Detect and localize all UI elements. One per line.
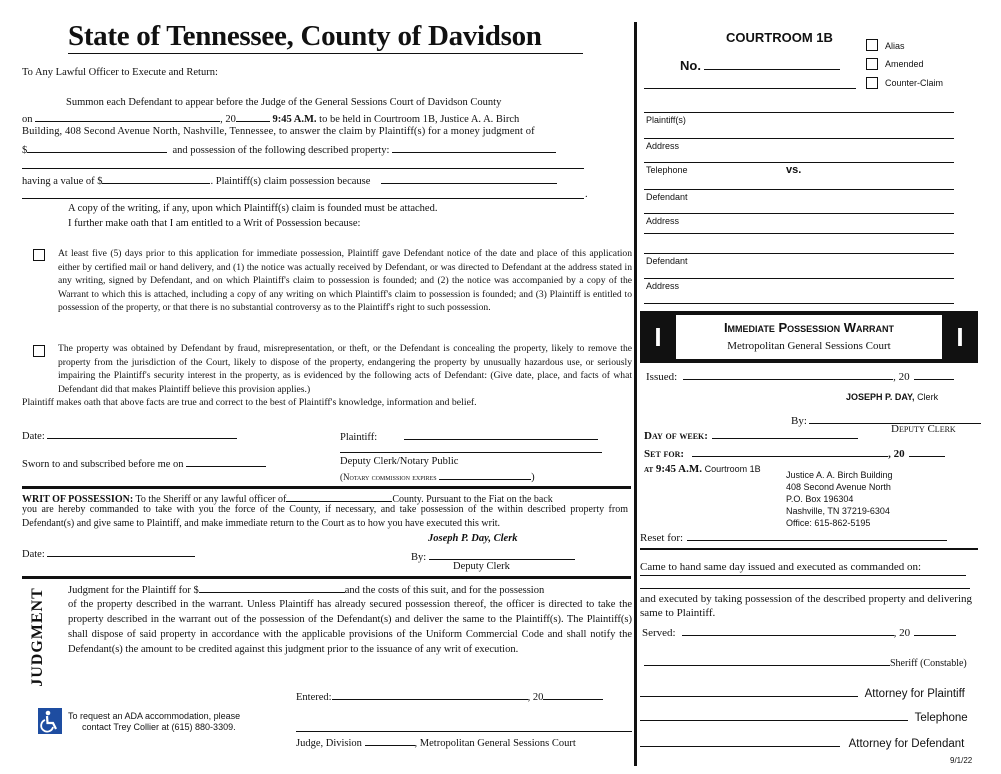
issued-by-label: By:: [791, 415, 807, 427]
writ-clerk-name: Joseph P. Day, Clerk: [428, 533, 518, 544]
writ-line-1b: County. Pursuant to the Fiat on the back: [392, 494, 553, 505]
address-1-label: Address: [646, 141, 680, 151]
issued-year-field[interactable]: [914, 369, 954, 380]
money-judgment-field[interactable]: [27, 142, 167, 153]
oath-text: I further make oath that I am entitled to a Writ of Possession because:: [68, 218, 361, 229]
courtroom-label: COURTROOM 1B: [726, 30, 833, 45]
served-label: Served:: [642, 627, 676, 639]
address-3-label: Address: [646, 281, 680, 291]
address-line-2: 408 Second Avenue North: [786, 482, 891, 492]
deputy-clerk-label: Deputy Clerk: [891, 423, 956, 435]
facts-oath-text: Plaintiff makes oath that above facts are true and correct to the best of Plaintiff's knowledge, information and belief.: [22, 397, 477, 408]
copy-text: A copy of the writing, if any, upon which Plaintiff(s) claim is founded must be attached.: [68, 203, 438, 214]
vs-label: vs.: [786, 164, 802, 176]
writ-county-field[interactable]: [286, 491, 392, 502]
summon-on: on: [22, 114, 33, 125]
deputy-notary-label: Deputy Clerk/Notary Public: [340, 456, 459, 467]
writ-date-label: Date:: [22, 549, 45, 560]
warrant-subtitle: Metropolitan General Sessions Court: [727, 340, 891, 352]
clerk-title: Clerk: [917, 392, 939, 402]
alias-label: Alias: [885, 41, 905, 51]
court-label: , Metropolitan General Sessions Court: [414, 738, 576, 749]
came-to-hand-text: Came to hand same day issued and executed as commanded on:: [640, 561, 922, 573]
entered-label: Entered:: [296, 692, 332, 703]
sworn-label: Sworn to and subscribed before me on: [22, 459, 184, 470]
hearing-room: Courtroom 1B: [704, 464, 761, 474]
property-field-1[interactable]: [392, 142, 556, 153]
plaintiff-signature-field[interactable]: [404, 429, 598, 440]
summon-time: 9:45 A.M.: [272, 114, 317, 125]
summon-line-2-rest: to be held in Courtroom 1B, Justice A. A. Birch: [319, 114, 520, 125]
page-title: State of Tennessee, County of Davidson: [68, 20, 542, 52]
claim-field-1[interactable]: [381, 173, 557, 184]
telephone-label: Telephone: [646, 165, 688, 175]
summon-date-field[interactable]: [35, 111, 220, 122]
set-for-year: , 20: [888, 448, 905, 460]
judgment-amount-field[interactable]: [199, 582, 345, 593]
served-date-field[interactable]: [682, 625, 894, 636]
option-1-checkbox[interactable]: [33, 249, 45, 261]
notary-expires-field[interactable]: [439, 469, 531, 480]
attorney-defendant-field[interactable]: [640, 736, 840, 747]
address-line-1: Justice A. A. Birch Building: [786, 470, 893, 480]
division-field[interactable]: [365, 735, 415, 746]
hearing-time: 9:45 A.M.: [655, 463, 702, 475]
sheriff-label: Sheriff (Constable): [890, 658, 967, 669]
day-of-week-field[interactable]: [712, 428, 858, 439]
date-field[interactable]: [47, 428, 237, 439]
option-2-checkbox[interactable]: [33, 345, 45, 357]
telephone-field[interactable]: [640, 710, 908, 721]
clerk-name: JOSEPH P. DAY,: [846, 392, 915, 402]
writ-date-field[interactable]: [47, 546, 195, 557]
issued-year: , 20: [893, 371, 910, 383]
writ-by-field[interactable]: [429, 549, 575, 560]
judgment-body: of the property described in the warrant. Unless Plaintiff has already secured possession thereof, the officer is directed to take the property described in the warrant out of the possession of the Defendant(s) and deliver the same to the Plaintiff(s). The Plaintiff(s) shall dispose of said property in accordance with the applicable provisions of the Uniform Commercial Code and shall notify the Defendant(s) the amount to be credited against this judgment prior to the issuance of any writ of execution.: [68, 599, 632, 655]
wheelchair-accessibility-icon: [38, 708, 62, 734]
writ-body: you are hereby commanded to take with you the force of the County, if necessary, and take possession of the within described property from Defendant(s) and give same to Plaintiff, and make immediate return to the Court as to how you have executed this writ.: [22, 504, 628, 529]
address-line-4: Nashville, TN 37219-6304: [786, 506, 890, 516]
judgment-vertical-label: JUDGMENT: [29, 587, 46, 687]
judgment-line-1b: and the costs of this suit, and for the possession: [344, 585, 545, 596]
entered-year: , 20: [527, 692, 544, 703]
entered-year-field[interactable]: [543, 689, 603, 700]
served-year: , 20: [893, 627, 911, 639]
option-1-text: At least five (5) days prior to this application for immediate possession, Plaintiff gave Defendant notice of the date and place of this application either by certified mail or hand delivery, and (1) the notice was actually received by Defendant, or was directed to Defendant at the address stated in any writing, signed by Defendant, and on which Plaintiff's claim to possession is founded; and (2) the notice was accompanied by a copy of the Warrant to which this is attached, including a copy of any writing on which Plaintiff's claim to possession is founded; and (3) Plaintiff is entitled to possession of the property, or that there is no substantial controversy as to the Plaintiff's right to such possession.: [58, 248, 632, 314]
judgment-line-1a: Judgment for the Plaintiff for $: [68, 585, 199, 596]
set-for-label: Set for:: [644, 448, 685, 460]
money-symbol: $: [22, 145, 28, 156]
reset-for-field[interactable]: [687, 530, 947, 541]
telephone-2-label: Telephone: [914, 712, 968, 724]
version-label: 9/1/22: [950, 756, 973, 765]
counter-claim-label: Counter-Claim: [885, 78, 944, 88]
value-label: having a value of $: [22, 176, 103, 187]
defendant-1-label: Defendant: [646, 192, 688, 202]
to-officer-text: To Any Lawful Officer to Execute and Return:: [22, 67, 218, 78]
summon-line-4: and possession of the following described property:: [172, 145, 390, 156]
amended-label: Amended: [885, 59, 924, 69]
plaintiff-sign-label: Plaintiff:: [340, 432, 378, 443]
writ-title: WRIT OF POSSESSION:: [22, 494, 134, 505]
sworn-date-field[interactable]: [186, 456, 266, 467]
summon-line-1: Summon each Defendant to appear before the Judge of the General Sessions Court of Davidson County: [66, 97, 502, 108]
executed-text: and executed by taking possession of the described property and delivering same to Plaintiff.: [640, 593, 972, 619]
at-label: at: [644, 464, 654, 475]
sheriff-signature-field[interactable]: [644, 655, 890, 666]
warrant-title: Immediate Possession Warrant: [723, 320, 895, 335]
issued-label: Issued:: [646, 371, 678, 383]
value-field[interactable]: [102, 173, 210, 184]
notary-expires-label: (Notary commission expires: [340, 472, 437, 482]
case-no-field[interactable]: [704, 56, 840, 70]
amended-checkbox[interactable]: [866, 58, 878, 70]
address-line-5: Office: 615-862-5195: [786, 518, 871, 528]
served-year-field[interactable]: [914, 625, 956, 636]
plaintiffs-label: Plaintiff(s): [646, 115, 686, 125]
address-2-label: Address: [646, 216, 680, 226]
writ-line-1a: To the Sheriff or any lawful officer of: [135, 494, 287, 505]
summon-year: , 20: [220, 114, 236, 125]
address-line-3: P.O. Box 196304: [786, 494, 854, 504]
ada-text-2: contact Trey Collier at (615) 880-3309.: [82, 722, 236, 732]
claim-label: . Plaintiff(s) claim possession because: [210, 176, 371, 187]
date-label: Date:: [22, 431, 45, 442]
option-2-text: The property was obtained by Defendant by fraud, misrepresentation, or theft, or the Defendant is concealing the property, likely to remove the property from the jurisdiction of the Court, likely to dispose of the property, endangering the property by unusually hazardous use, or seriously impairing the Plaintiff's security interest in the property, as is evidenced by the following acts of Defendant: (Give date, place, and facts of what Defendant did that makes Plaintiff believe this provision applies.): [58, 343, 632, 395]
set-for-date-field[interactable]: [692, 446, 888, 457]
summon-line-3: Building, 408 Second Avenue North, Nashville, Tennessee, to answer the claim by Plaintiff(s) for a money judgment of: [22, 126, 535, 137]
judge-label: Judge, Division: [296, 738, 362, 749]
attorney-plaintiff-field[interactable]: [640, 686, 858, 697]
warrant-side-letter-right: I: [956, 322, 964, 352]
summon-year-field[interactable]: [236, 111, 270, 122]
defendant-2-label: Defendant: [646, 256, 688, 266]
set-for-year-field[interactable]: [909, 446, 945, 457]
ada-text-1: To request an ADA accommodation, please: [68, 711, 241, 721]
alias-checkbox[interactable]: [866, 39, 878, 51]
attorney-plaintiff-label: Attorney for Plaintiff: [864, 688, 965, 700]
case-no-label: No.: [680, 58, 701, 73]
writ-by-label: By:: [411, 552, 427, 563]
writ-deputy-label: Deputy Clerk: [453, 561, 510, 572]
day-of-week-label: Day of week:: [644, 430, 708, 442]
reset-for-label: Reset for:: [640, 532, 684, 544]
issued-date-field[interactable]: [683, 369, 893, 380]
warrant-side-letter-left: I: [654, 322, 662, 352]
entered-date-field[interactable]: [332, 689, 528, 700]
counter-claim-checkbox[interactable]: [866, 77, 878, 89]
attorney-defendant-label: Attorney for Defendant: [848, 738, 965, 750]
